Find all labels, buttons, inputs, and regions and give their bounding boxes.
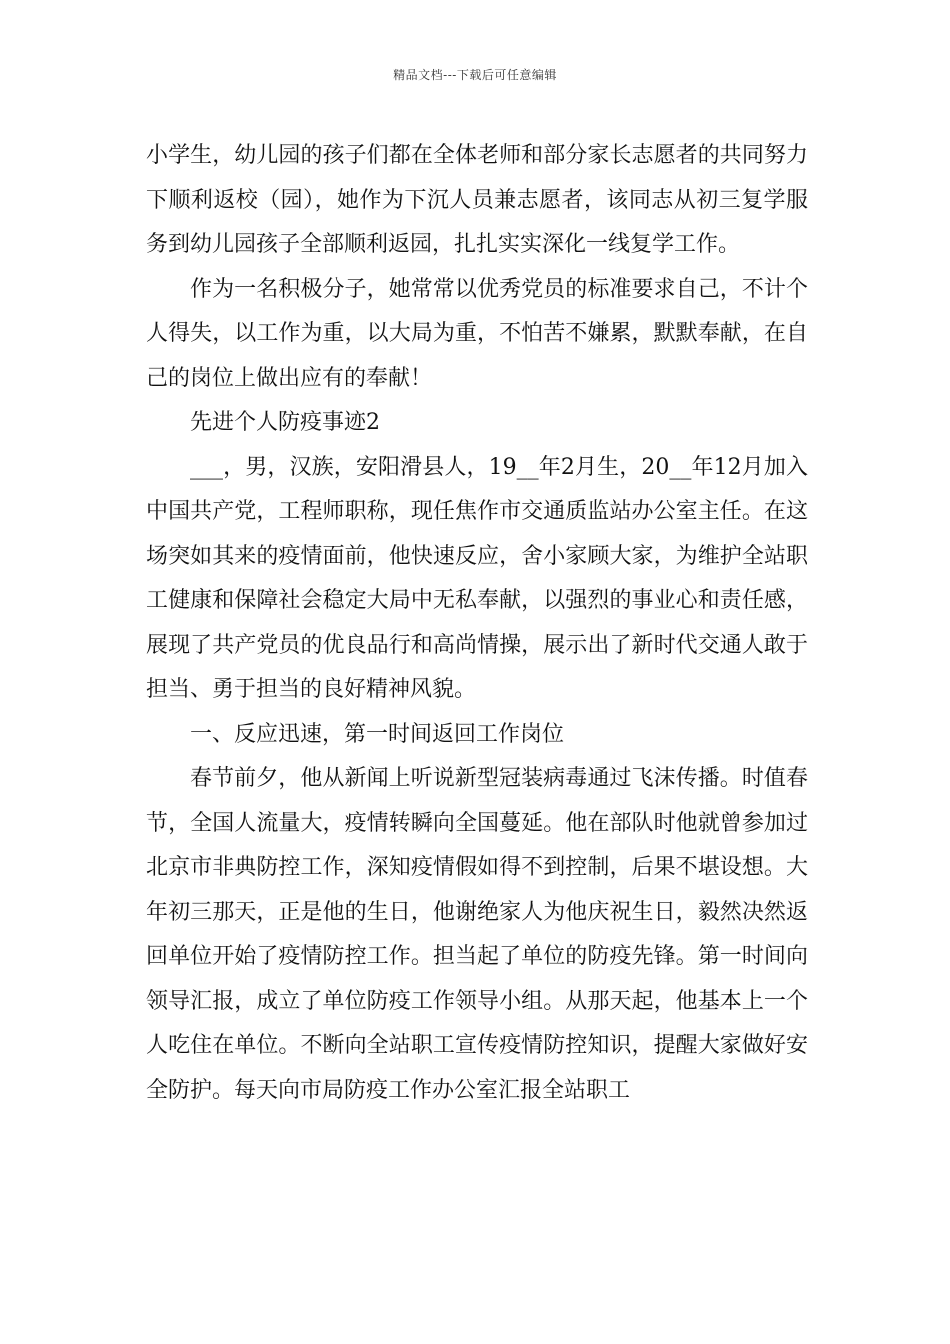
subsection-heading: 一、反应迅速，第一时间返回工作岗位 (190, 721, 565, 747)
paragraph-1: 小学生，幼儿园的孩子们都在全体老师和部分家长志愿者的共同努力下顺利返校（园），她作为下沉人员兼志愿者，该同志从初三复学服务到幼儿园孩子全部顺利返园，扎扎实实深化一线复学工作。 (146, 143, 808, 257)
section-title: 先进个人防疫事迹2 (190, 410, 380, 435)
document-body (146, 134, 808, 1113)
paragraph-2: 作为一名积极分子，她常常以优秀党员的标准要求自己，不计个人得失，以工作为重，以大局为重，不怕苦不嫌累，默默奉献，在自己的岗位上做出应有的奉献！ (146, 276, 808, 391)
page-header: 精品文档---下载后可任意编辑 (393, 68, 557, 82)
paragraph-4: 春节前夕，他从新闻上听说新型冠装病毒通过飞沫传播。时值春节，全国人流量大，疫情转瞬向全国蔓延。他在部队时他就曾参加过北京市非典防控工作，深知疫情假如得不到控制，后果不堪设想。大年初三那天，正是他的生日，他谢绝家人为他庆祝生日，毅然决然返回单位开始了疫情防控工作。担当起了单位的防疫先锋。第一时间向领导汇报，成立了单位防疫工作领导小组。从那天起，他基本上一个人吃住在单位。不断向全站职工宣传疫情防控知识，提醒大家做好安全防护。每天向市局防疫工作办公室汇报全站职工 (146, 766, 808, 1103)
paragraph-3: ___，男，汉族，安阳滑县人，19__年2月生，20__年12月加入中国共产党，工程师职称，现任焦作市交通质监站办公室主任。在这场突如其来的疫情面前，他快速反应，舍小家顾大家，为维护全站职工健康和保障社会稳定大局中无私奉献，以强烈的事业心和责任感，展现了共产党员的优良品行和高尚情操，展示出了新时代交通人敢于担当、勇于担当的良好精神风貌。 (146, 454, 808, 702)
